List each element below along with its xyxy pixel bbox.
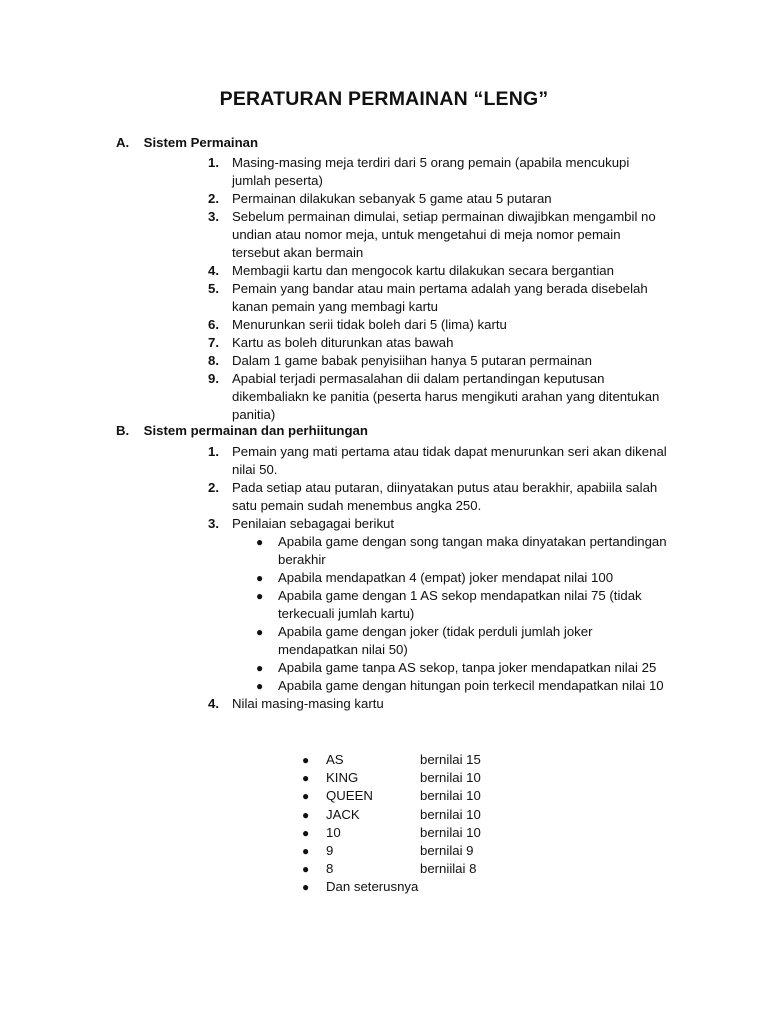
scoring-text: Apabila game dengan joker (tidak perduli jumlah joker mendapatkan nilai 50) <box>278 624 593 657</box>
list-item <box>208 352 668 370</box>
scoring-item <box>254 533 668 569</box>
item-text: Menurunkan serii tidak boleh dari 5 (lima) kartu <box>232 317 507 332</box>
card-name: 8 <box>326 861 334 877</box>
card-row <box>300 878 560 896</box>
card-name: KING <box>326 770 359 786</box>
list-item <box>208 695 668 713</box>
item-number: 9. <box>208 371 219 386</box>
bullet-icon: ● <box>302 862 310 877</box>
list-item <box>208 316 668 334</box>
item-number: 4. <box>208 263 219 278</box>
card-value: bernilai 15 <box>420 752 481 767</box>
scoring-text: Apabila game tanpa AS sekop, tanpa joker mendapatkan nilai 25 <box>278 660 657 675</box>
item-text: Sebelum permainan dimulai, setiap permainan diwajibkan mengambil no undian atau nomor meja, untuk mengetahui di meja nomor pemain tersebut akan bermain <box>232 209 656 260</box>
card-value: berniilai 8 <box>420 861 477 877</box>
scoring-item <box>254 659 668 677</box>
scoring-item <box>254 569 668 587</box>
section-a-list <box>208 154 668 424</box>
bullet-icon: ● <box>302 807 310 822</box>
card-name: JACK <box>326 806 360 822</box>
section-b-letter: B. <box>116 423 130 438</box>
card-row <box>300 842 560 860</box>
scoring-text: Apabila mendapatkan 4 (empat) joker mendapat nilai 100 <box>278 570 614 585</box>
bullet-icon: ● <box>302 771 310 786</box>
item-number: 4. <box>208 696 219 711</box>
scoring-list <box>254 533 668 695</box>
item-body <box>232 515 668 695</box>
item-text: Dalam 1 game babak penyisiihan hanya 5 putaran permainan <box>232 353 592 368</box>
item-number: 3. <box>208 209 219 224</box>
bullet-icon: ● <box>302 789 310 804</box>
list-item <box>208 479 668 515</box>
section-b-heading <box>116 422 368 440</box>
list-item <box>208 443 668 479</box>
bullet-icon: ● <box>256 661 264 675</box>
list-item <box>208 280 668 316</box>
card-value: bernilai 10 <box>420 788 481 804</box>
list-item <box>208 190 668 208</box>
card-name: 9 <box>326 842 334 858</box>
item-number: 1. <box>208 444 219 459</box>
card-name: AS <box>326 752 344 767</box>
item-text: Kartu as boleh diturunkan atas bawah <box>232 335 454 350</box>
item-number: 5. <box>208 281 219 296</box>
list-item <box>208 515 668 695</box>
bullet-icon: ● <box>256 679 264 693</box>
item-text: Masing-masing meja terdiri dari 5 orang pemain (apabila mencukupi jumlah peserta) <box>232 155 630 188</box>
card-value: bernilai 10 <box>420 770 481 786</box>
list-item <box>208 262 668 280</box>
item-number: 7. <box>208 335 219 350</box>
bullet-icon: ● <box>302 880 310 895</box>
scoring-text: Apabila game dengan hitungan poin terkecil mendapatkan nilai 10 <box>278 678 664 693</box>
list-item <box>208 208 668 262</box>
scoring-item <box>254 677 668 695</box>
section-b-title: Sistem permainan dan perhiitungan <box>143 423 368 438</box>
scoring-text: Apabila game dengan 1 AS sekop mendapatkan nilai 75 (tidak terkecuali jumlah kartu) <box>278 588 642 621</box>
card-value: bernilai 10 <box>420 806 481 822</box>
item-text: Nilai masing-masing kartu <box>232 696 384 711</box>
bullet-icon: ● <box>302 843 310 858</box>
section-a-letter: A. <box>116 135 130 150</box>
card-name: QUEEN <box>326 788 373 804</box>
item-text: Membagii kartu dan mengocok kartu dilakukan secara bergantian <box>232 263 614 278</box>
item-text: Permainan dilakukan sebanyak 5 game atau 5 putaran <box>232 191 552 206</box>
card-row <box>300 769 560 787</box>
scoring-item <box>254 587 668 623</box>
item-text: Penilaian sebagagai berikut <box>232 516 395 531</box>
item-text: Pada setiap atau putaran, diinyatakan putus atau berakhir, apabiila salah satu pemain sudah menembus angka 250. <box>232 480 658 513</box>
card-row <box>300 824 560 842</box>
card-row <box>300 860 560 878</box>
card-row <box>300 787 560 805</box>
bullet-icon: ● <box>256 589 264 603</box>
item-text: Pemain yang bandar atau main pertama adalah yang berada disebelah kanan pemain yang membagi kartu <box>232 281 648 314</box>
item-number: 2. <box>208 191 219 206</box>
section-a-title: Sistem Permainan <box>143 135 259 150</box>
scoring-text: Apabila game dengan song tangan maka dinyatakan pertandingan berakhir <box>278 534 667 567</box>
item-number: 3. <box>208 516 219 531</box>
card-value: bernilai 9 <box>420 842 474 858</box>
item-number: 2. <box>208 480 219 495</box>
bullet-icon: ● <box>256 535 264 549</box>
item-text: Pemain yang mati pertama atau tidak dapat menurunkan seri akan dikenal nilai 50. <box>232 444 667 477</box>
bullet-icon: ● <box>302 753 310 767</box>
bullet-icon: ● <box>256 625 264 639</box>
item-number: 6. <box>208 317 219 332</box>
item-number: 8. <box>208 353 219 368</box>
scoring-item <box>254 623 668 659</box>
card-name: Dan seterusnya <box>326 879 419 895</box>
bullet-icon: ● <box>256 571 264 585</box>
document-title: PERATURAN PERMAINAN “LENG” <box>219 88 549 110</box>
list-item <box>208 334 668 352</box>
bullet-icon: ● <box>302 825 310 840</box>
item-text: Apabial terjadi permasalahan dii dalam pertandingan keputusan dikembaliakn ke panitia (peserta harus mengikuti arahan yang ditentukan panitia) <box>232 371 660 422</box>
list-item <box>208 154 668 190</box>
card-name: 10 <box>326 824 341 840</box>
section-a-heading <box>116 134 258 152</box>
card-row <box>300 806 560 824</box>
card-row <box>300 751 560 769</box>
card-values-list <box>300 751 560 897</box>
card-value: bernilai 10 <box>420 824 481 840</box>
section-b-list <box>208 443 668 713</box>
item-number: 1. <box>208 155 219 170</box>
list-item <box>208 370 668 424</box>
